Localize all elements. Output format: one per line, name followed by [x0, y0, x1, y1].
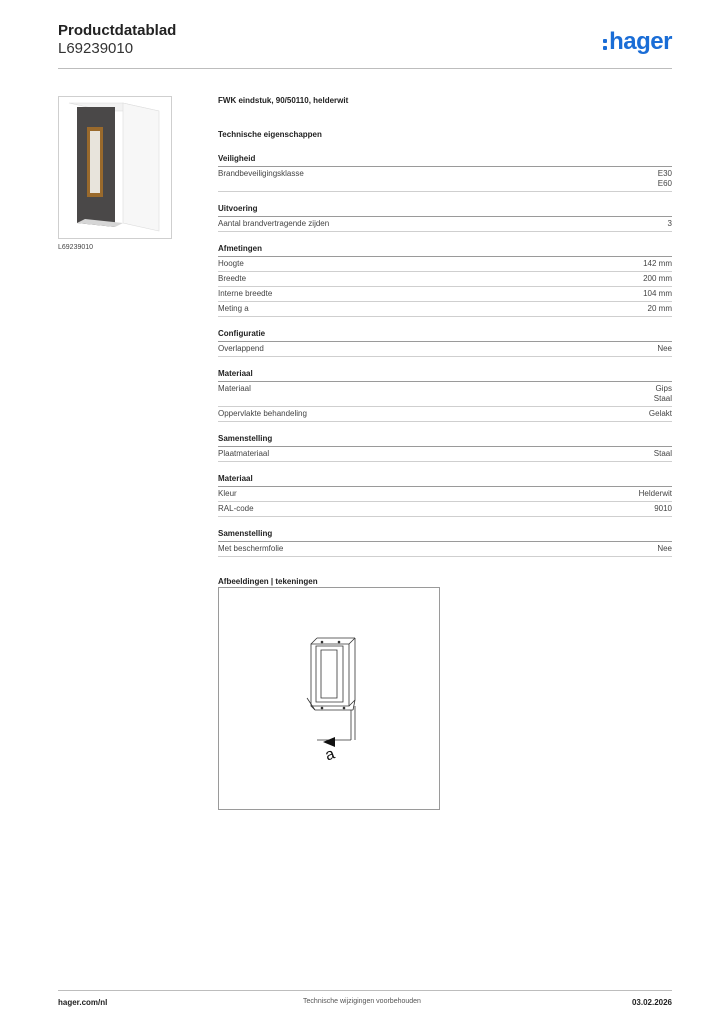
property-value	[649, 409, 672, 419]
property-row	[218, 487, 672, 502]
property-label: Meting a	[218, 304, 249, 313]
property-label: Met beschermfolie	[218, 544, 284, 553]
property-row	[218, 167, 672, 192]
property-group	[218, 529, 672, 557]
property-label: Overlappend	[218, 344, 264, 353]
property-value	[657, 344, 672, 354]
property-label: Kleur	[218, 489, 237, 498]
header-divider	[58, 68, 672, 69]
product-name: FWK eindstuk, 90/50110, helderwit	[218, 96, 349, 105]
group-title: Materiaal	[218, 474, 672, 487]
property-row	[218, 502, 672, 517]
group-title: Veiligheid	[218, 154, 672, 167]
property-value	[654, 504, 672, 514]
property-value-line: Nee	[657, 544, 672, 553]
logo-text: hager	[609, 28, 672, 55]
property-row	[218, 447, 672, 462]
property-value-line: Gelakt	[648, 409, 672, 418]
property-value-line: 200 mm	[643, 274, 672, 283]
property-label: Aantal brandvertragende zijden	[218, 219, 330, 228]
product-photo-image	[59, 97, 171, 238]
property-value	[639, 489, 672, 499]
group-title: Samenstelling	[218, 529, 672, 542]
property-value-line: 9010	[654, 504, 672, 513]
footer-date: 03.02.2026	[631, 998, 672, 1007]
property-value	[643, 259, 672, 269]
technical-drawing	[218, 587, 440, 810]
product-photo	[58, 96, 172, 239]
property-value-line: 142 mm	[643, 259, 672, 268]
property-label: Plaatmateriaal	[218, 449, 270, 458]
property-value	[657, 544, 672, 554]
footer-divider	[58, 990, 672, 991]
dimension-label: a	[322, 745, 338, 765]
property-label: RAL-code	[218, 504, 254, 513]
hager-logo	[603, 28, 672, 56]
property-group	[218, 434, 672, 462]
group-title: Afmetingen	[218, 244, 672, 257]
technical-properties-heading: Technische eigenschappen	[218, 130, 322, 139]
property-row	[218, 342, 672, 357]
property-groups	[218, 154, 672, 557]
footer-notice: Technische wijzigingen voorbehouden	[303, 998, 421, 1005]
property-value	[668, 219, 672, 229]
property-row	[218, 302, 672, 317]
property-value-line: Gips	[655, 384, 672, 393]
property-group	[218, 154, 672, 192]
group-title: Configuratie	[218, 329, 672, 342]
property-value-line: Staal	[653, 394, 672, 403]
property-value-line: Helderwit	[638, 489, 672, 498]
property-label: Breedte	[218, 274, 247, 283]
property-label: Materiaal	[218, 384, 251, 393]
property-value-line: E30	[657, 169, 672, 178]
property-value-line: Staal	[653, 449, 672, 458]
footer-website-link[interactable]: hager.com/nl	[58, 998, 108, 1007]
technical-drawing-image	[219, 588, 439, 809]
property-value	[654, 384, 672, 404]
property-row	[218, 287, 672, 302]
property-row	[218, 217, 672, 232]
property-value	[658, 169, 672, 189]
logo-dots-icon	[603, 39, 607, 50]
property-group	[218, 329, 672, 357]
property-value-line: 104 mm	[643, 289, 672, 298]
property-group	[218, 244, 672, 317]
property-group	[218, 204, 672, 232]
property-value-line: E60	[657, 179, 672, 188]
property-row	[218, 257, 672, 272]
document-title: Productdatablad	[58, 22, 177, 39]
group-title: Uitvoering	[218, 204, 672, 217]
property-group	[218, 474, 672, 517]
property-label: Oppervlakte behandeling	[218, 409, 307, 418]
property-label: Interne breedte	[218, 289, 273, 298]
property-value	[643, 274, 672, 284]
property-row	[218, 382, 672, 407]
property-value	[654, 449, 672, 459]
property-value	[648, 304, 672, 314]
figures-heading: Afbeeldingen | tekeningen	[218, 577, 318, 586]
property-row	[218, 407, 672, 422]
property-label: Brandbeveiligingsklasse	[218, 169, 304, 178]
property-row	[218, 542, 672, 557]
product-code: L69239010	[58, 40, 134, 57]
group-title: Materiaal	[218, 369, 672, 382]
property-value	[643, 289, 672, 299]
property-row	[218, 272, 672, 287]
property-value-line: 3	[667, 219, 672, 228]
property-group	[218, 369, 672, 422]
group-title: Samenstelling	[218, 434, 672, 447]
product-details	[218, 96, 672, 586]
property-value-line: 20 mm	[647, 304, 672, 313]
photo-caption: L69239010	[58, 244, 94, 251]
property-value-line: Nee	[657, 344, 672, 353]
property-label: Hoogte	[218, 259, 244, 268]
